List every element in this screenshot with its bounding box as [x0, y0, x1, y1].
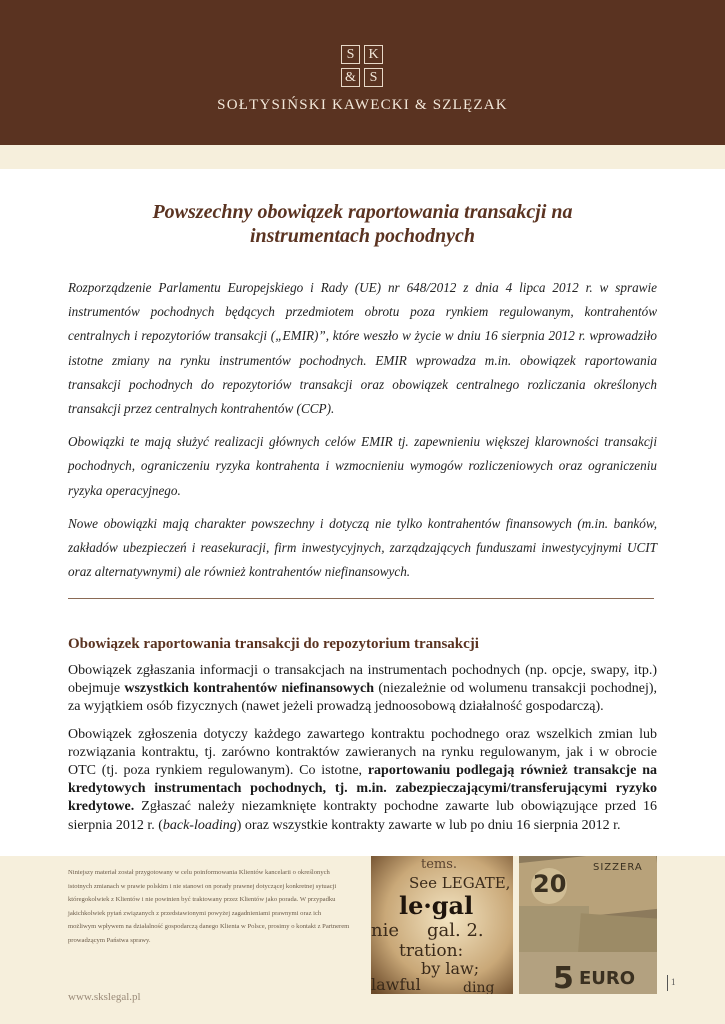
text-run: Obowiązek zgłoszenia dotyczy każdego zawartego kontraktu pochodnego oraz wszelkich zmian lub rozwiązania kontraktu, tj. zarówno kontraktów zawieranych na rynku regulowanym, jak i w obrocie OTC (tj. poza rynkiem regulowanym). Co istotne,	[68, 726, 657, 779]
image-word: tems.	[421, 857, 458, 872]
intro-paragraph: Rozporządzenie Parlamentu Europejskiego i Rady (UE) nr 648/2012 z dnia 4 lipca 2012 r. w sprawie instrumentów pochodnych będących przedmiotem obrotu poza rynkiem regulowanym, kontrahentów centralnych i repozytoriów transakcji („EMIR)”, które weszło w życie w dniu 16 sierpnia 2012 r. wprowadziło istotne zmiany na rynku instrumentów pochodnych. EMIR wprowadza m.in. obowiązek raportowania transakcji pochodnych do repozytoriów transakcji oraz obowiązek centralnego rozliczania określonych transakcji przez centralnych kontrahentów (CCP).	[68, 280, 657, 417]
text-run: Obowiązek zgłaszania informacji o transakcjach na instrumentach pochodnych (np. opcje, swapy, itp.) obejmuje	[68, 663, 657, 697]
page-number: 1	[667, 975, 676, 991]
document-title	[100, 200, 625, 248]
header-band	[0, 0, 725, 145]
header-cream-band	[0, 145, 725, 169]
image-word: EURO	[579, 968, 636, 989]
website-url[interactable]: www.skslegal.pl	[68, 991, 141, 1003]
image-word: nie	[371, 920, 400, 941]
logo-letter: S	[364, 68, 383, 87]
image-word: 20	[533, 870, 567, 898]
section-heading: Obowiązek raportowania transakcji do repozytorium transakcji	[68, 636, 479, 652]
bold-text: wszystkich kontrahentów niefinansowych	[124, 681, 375, 697]
image-word: 5	[553, 961, 574, 994]
logo-letter: K	[364, 45, 383, 64]
text-run: Zgłaszać należy niezamknięte kontrakty pochodne zawarte lub obowiązujące przed 16 sierpnia 2012 r. (	[68, 799, 657, 833]
image-word: le·gal	[399, 891, 474, 920]
image-word: by law;	[421, 959, 480, 978]
body-paragraph	[68, 662, 657, 717]
body-paragraph	[68, 726, 657, 835]
image-word: ding	[463, 980, 495, 994]
title-line: Powszechny obowiązek raportowania transakcji na	[152, 201, 573, 223]
image-word: gal. 2.	[427, 920, 484, 941]
section-body	[68, 662, 657, 844]
image-word: tration:	[399, 941, 464, 961]
disclaimer-text: Niniejszy materiał został przygotowany w celu poinformowania Klientów kancelarii o określonych istotnych zmianach w prawie polskim i nie stanowi on porady prawnej dotyczącej konkretnej sytuacji któregokolwiek z Klientów i nie powinien być traktowany przez Klientów jako porada. W przypadku jakichkolwiek pytań związanych z przedstawionymi powyżej zagadnieniami prawnymi oraz ich możliwym wpływem na działalność gospodarczą danego Klienta w Polsce, prosimy o kontakt z Partnerem prowadzącym Państwa sprawy.	[68, 869, 350, 944]
firm-name: SOŁTYSIŃSKI KAWECKI & SZLĘZAK	[217, 97, 508, 113]
text-run: (niezależnie od wolumenu transakcji pochodnej), za wyjątkiem osób fizycznych (nawet jeżeli prowadzą jednoosobową działalność gospodarczą).	[68, 681, 657, 715]
section-divider	[68, 598, 654, 599]
intro-section	[68, 276, 657, 593]
dictionary-legal-image	[371, 856, 513, 994]
image-word: lawful	[371, 975, 421, 994]
text-run: ) oraz wszystkie kontrakty zawarte w lub po dniu 16 sierpnia 2012 r.	[236, 817, 621, 833]
intro-paragraph: Nowe obowiązki mają charakter powszechny i dotyczą nie tylko kontrahentów finansowych (m.in. banków, zakładów ubezpieczeń i reasekuracji, firm inwestycyjnych, zarządzających funduszami inwestycyjnymi UCIT oraz alternatywnymi) ale również kontrahentów niefinansowych.	[68, 515, 657, 580]
italic-text: back-loading	[162, 817, 237, 833]
image-word: SIZZERA	[593, 862, 643, 873]
firm-logo	[341, 45, 383, 87]
title-line: instrumentach pochodnych	[249, 225, 476, 247]
bold-text: raportowaniu podlegają również transakcje na kredytowych instrumentach pochodnych, tj. m.in. zabezpieczającymi/transferującymi ryzyko kredytowe.	[68, 763, 657, 815]
banknotes-image	[519, 856, 657, 994]
logo-letter: &	[341, 68, 360, 87]
image-word: See LEGATE,	[409, 874, 511, 892]
intro-paragraph: Obowiązki te mają służyć realizacji głównych celów EMIR tj. zapewnieniu większej klarowności transakcji pochodnych, ograniczeniu ryzyka kontrahenta i wzmocnieniu wymogów rozliczeniowych oraz ograniczeniu ryzyka operacyjnego.	[68, 434, 657, 498]
logo-letter: S	[341, 45, 360, 64]
